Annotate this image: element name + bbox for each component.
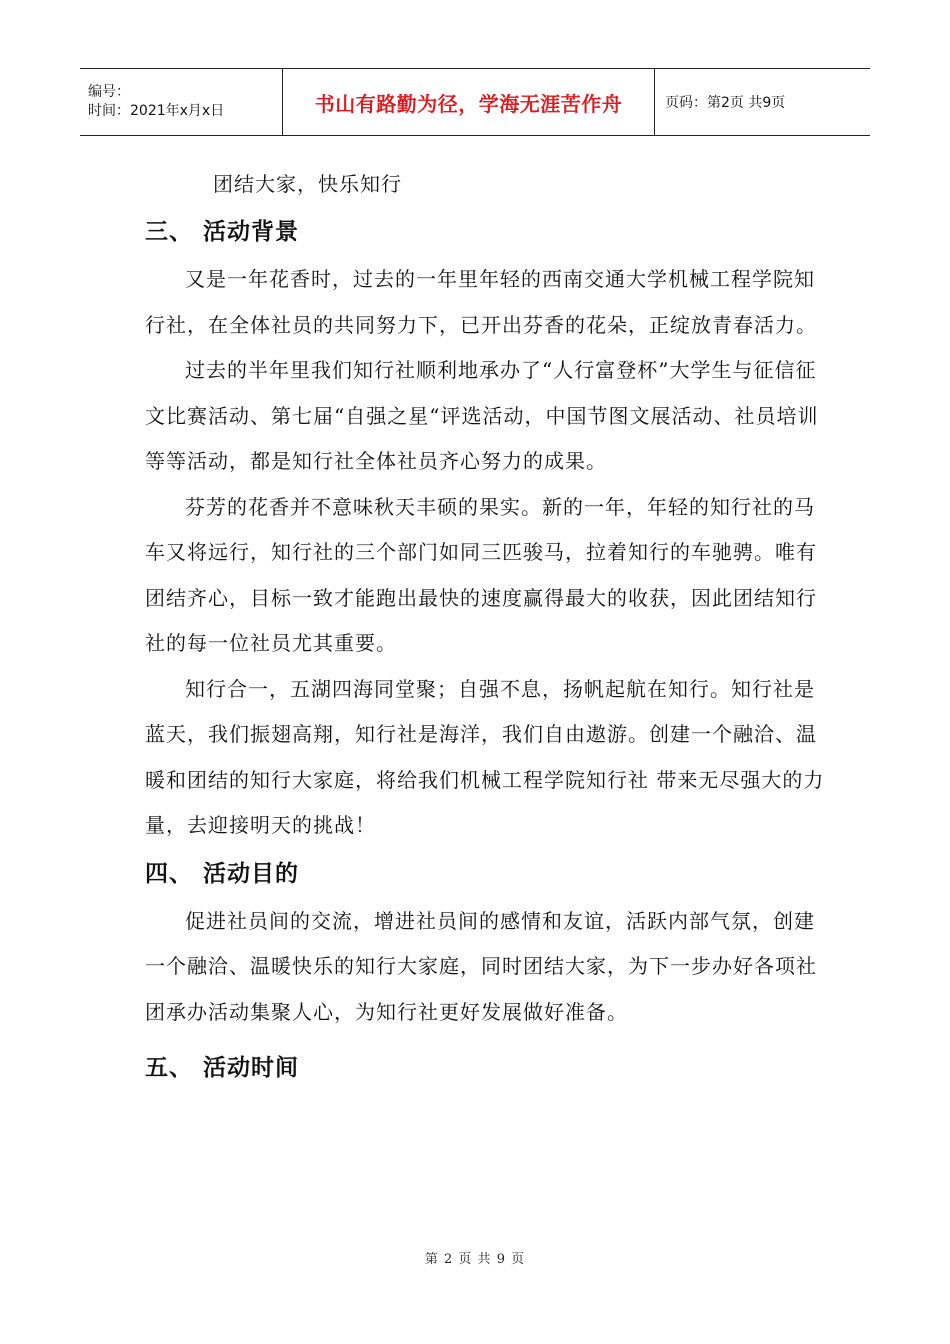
section-title: 活动时间: [203, 1055, 299, 1081]
section-heading-background: [145, 207, 835, 257]
document-time-label: 时间：2021年x月x日: [88, 103, 225, 119]
header-page-info: [655, 69, 870, 135]
motto-line: 团结大家，快乐知行: [213, 172, 402, 196]
section-number: 三、: [145, 219, 193, 245]
document-body: [145, 162, 835, 1093]
paragraph: 芬芳的花香并不意味秋天丰硕的果实。新的一年，年轻的知行社的马车又将远行，知行社的三个部门如同三匹骏马，拉着知行的车驰骋。唯有团结齐心，目标一致才能跑出最快的速度赢得最大的收获，因此团结知行社的每一位社员尤其重要。: [145, 494, 817, 655]
page-info-text: 页码：第2页 共9页: [665, 95, 786, 111]
section-title: 活动背景: [203, 219, 299, 245]
section-title: 活动目的: [203, 860, 299, 887]
section-number: 四、: [145, 860, 193, 887]
header-meta: [80, 69, 283, 135]
section-number: 五、: [145, 1055, 193, 1081]
paragraph: 促进社员间的交流，增进社员间的感情和友谊，活跃内部气氛，创建一个融洽、温暖快乐的知行大家庭，同时团结大家，为下一步办好各项社团承办活动集聚人心，为知行社更好发展做好准备。: [145, 908, 817, 1024]
page-footer: 第 2 页 共 9 页: [424, 1252, 526, 1267]
section-heading-time: [145, 1043, 835, 1093]
document-number-label: 编号：: [88, 84, 130, 100]
section-heading-purpose: [145, 849, 835, 899]
paragraph: 又是一年花香时，过去的一年里年轻的西南交通大学机械工程学院知行社，在全体社员的共同努力下，已开出芬香的花朵，正绽放青春活力。: [145, 267, 817, 337]
motto-text: 书山有路勤为径，学海无涯苦作舟: [314, 91, 623, 116]
paragraph: 过去的半年里我们知行社顺利地承办了“人行富登杯”大学生与征信征文比赛活动、第七届“自强之星“评选活动，中国节图文展活动、社员培训等等活动，都是知行社全体社员齐心努力的成果。: [145, 358, 819, 473]
paragraph: 知行合一，五湖四海同堂聚；自强不息，扬帆起航在知行。知行社是蓝天，我们振翅高翔，知行社是海洋，我们自由遨游。创建一个融洽、温暖和团结的知行大家庭，将给我们机械工程学院知行社 带来无尽强大的力量，去迎接明天的挑战！: [145, 676, 825, 837]
page-header: [80, 68, 870, 136]
header-motto: [283, 69, 655, 135]
